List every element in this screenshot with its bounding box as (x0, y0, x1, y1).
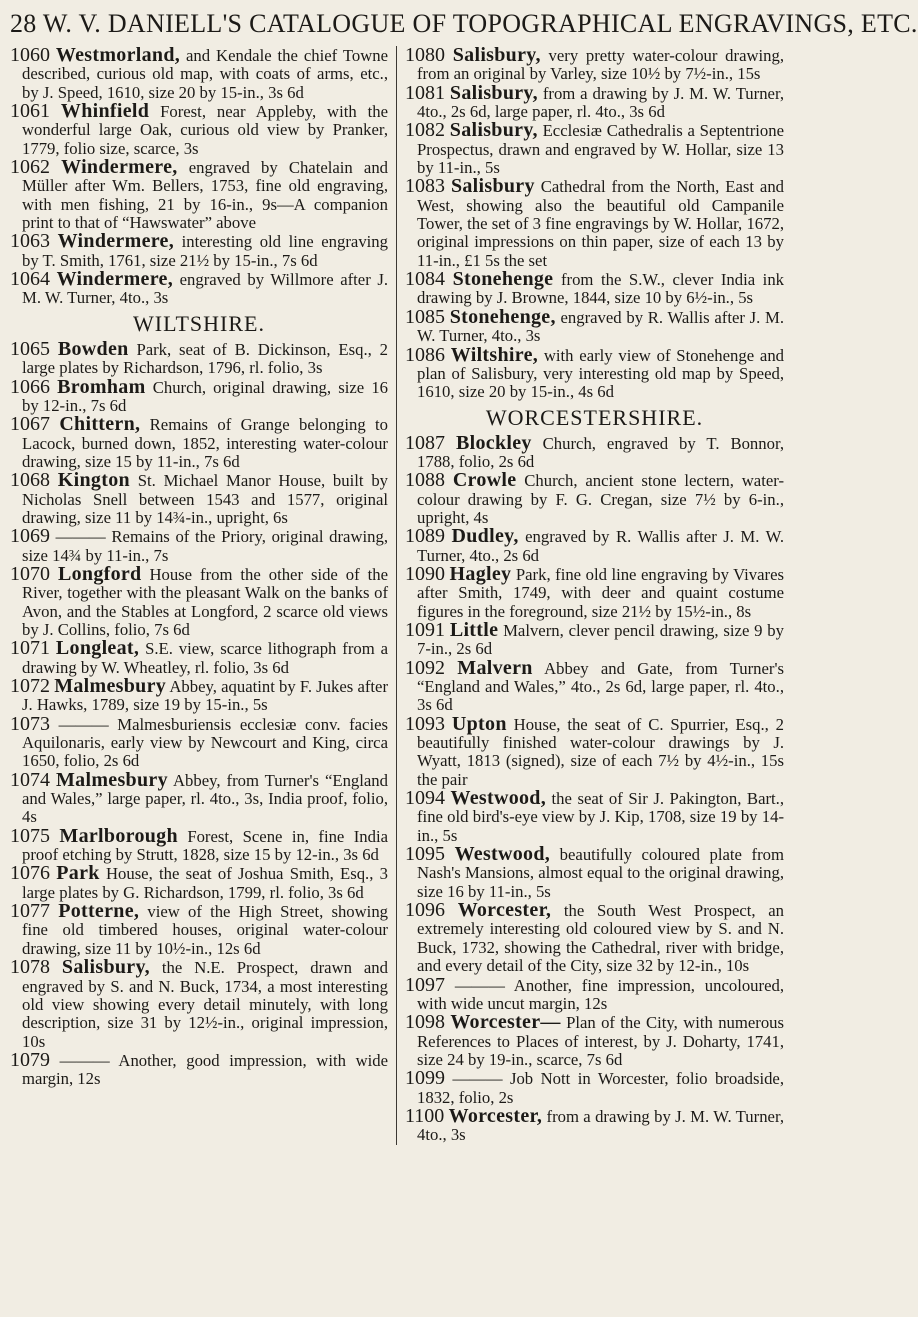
entry-description: beautifully coloured plate from Nash's Mansions, almost equal to the original drawing, size 16 by 11-in., 5s (417, 845, 784, 901)
catalogue-entry (405, 431, 785, 472)
entry-number: 1081 (405, 81, 445, 104)
entry-description: ——— Remains of the Priory, original drawing, size 14¾ by 11-in., 7s (22, 527, 388, 565)
entry-number: 1064 (10, 268, 50, 291)
catalogue-entry (405, 343, 785, 402)
entry-number: 1060 (10, 44, 50, 66)
entry-description: Park, fine old line engraving by Vivares after Smith, 1749, with deer and quaint costume figures in the foreground, size 21½ by 15½-in., 8s (417, 564, 785, 621)
entry-number: 1085 (405, 305, 445, 328)
entry-number: 1087 (405, 431, 445, 454)
entry-number: 1084 (405, 268, 445, 291)
entry-place-name: Salisbury, (452, 44, 541, 66)
entry-number: 1065 (10, 337, 50, 360)
entry-description: engraved by R. Wallis after J. M. W. Turner, 4to., 3s (417, 307, 784, 346)
catalogue-entry (10, 864, 388, 902)
entry-place-name: Little (449, 618, 499, 641)
catalogue-entry (10, 902, 388, 958)
catalogue-entry (10, 1048, 389, 1089)
entry-number: 1079 (10, 1048, 50, 1071)
entry-place-name: Chittern, (59, 413, 141, 436)
entry-place-name: Bromham (57, 375, 146, 398)
entry-number: 1069 (10, 525, 50, 548)
catalogue-entry (405, 46, 784, 84)
catalogue-entry (10, 46, 388, 102)
entry-number: 1091 (405, 618, 445, 641)
catalogue-entry (405, 1013, 784, 1069)
entry-number: 1077 (10, 900, 50, 923)
catalogue-entry (10, 158, 388, 232)
entry-place-name: Kington (57, 469, 130, 492)
entry-description: engraved by Chatelain and Müller after Wm. Bellers, 1753, fine old engraving, with men fishing, 21 by 16-in., 9s—A companion print to that of “Hawswater” above (22, 158, 389, 233)
entry-place-name: Marlborough (59, 824, 178, 847)
catalogue-entry (405, 901, 784, 975)
entry-place-name: Malmesbury (56, 768, 168, 791)
catalogue-entry (405, 177, 784, 270)
entry-place-name: Crowle (452, 469, 517, 492)
entry-description: from a drawing by J. M. W. Turner, 4to., 3s (417, 1106, 785, 1145)
entry-number: 1061 (10, 100, 50, 123)
entry-place-name: Westwood, (450, 787, 547, 810)
catalogue-entry (405, 305, 784, 346)
catalogue-entry (405, 845, 784, 901)
entry-place-name: Salisbury (450, 175, 535, 198)
catalogue-entry (405, 789, 784, 845)
entry-number: 1074 (10, 768, 50, 791)
entry-description: S.E. view, scarce lithograph from a drawing by W. Wheatley, rl. folio, 3s 6d (22, 639, 389, 677)
entry-description: ——— Malmesburiensis ecclesiæ conv. facies Aquilonaris, early view by Newcourt and King, circa 1650, folio, 2s 6d (22, 714, 388, 771)
entry-number: 1066 (10, 375, 50, 398)
county-heading: WORCESTERSHIRE. (485, 404, 704, 430)
entry-description: the N.E. Prospect, drawn and engraved by S. and N. Buck, 1734, a most interesting old view showing every detail minutely, with long description, size 31 by 12½-in., original impression, 10s (22, 958, 388, 1051)
entry-place-name: Potterne, (58, 900, 140, 923)
entry-place-name: Worcester— (450, 1011, 561, 1034)
entry-place-name: Westwood, (454, 843, 551, 866)
entry-place-name: Upton (451, 712, 507, 735)
entry-description: very pretty water-colour drawing, from an original by Varley, size 10½ by 7½-in., 15s (417, 46, 785, 84)
entry-place-name: Dudley, (451, 525, 519, 548)
entry-description: Cathedral from the North, East and West, showing also the beautiful old Campanile Tower, the set of 3 fine engravings by W. Hollar, 1672, original impressions on thin paper, size of each 13 by 11-in., £1 5s the set (417, 177, 785, 270)
entry-number: 1090 (405, 562, 445, 585)
entry-place-name: Longford (57, 562, 142, 585)
catalogue-entry (405, 1104, 785, 1145)
entry-place-name: Hagley (449, 562, 512, 585)
catalogue-entry (405, 270, 784, 308)
catalogue-entry (405, 712, 785, 789)
entry-place-name: Windermere, (57, 230, 175, 253)
entry-number: 1092 (405, 656, 445, 679)
entry-description: Plan of the City, with numerous References to Places of interest, by J. Doharty, 1741, size 24 by 19-in., scarce, 7s 6d (417, 1013, 785, 1069)
entry-description: Abbey and Gate, from Turner's “England and Wales,” 4to., 2s 6d, large paper, rl. 4to., 3s 6d (417, 658, 784, 715)
entry-number: 1072 (10, 675, 50, 697)
entry-place-name: Salisbury, (449, 81, 538, 104)
entry-description: Abbey, from Turner's “England and Wales,” large paper, rl. 4to., 3s, India proof, folio, 4s (22, 770, 388, 827)
catalogue-entry (405, 527, 784, 565)
right-column (397, 46, 784, 1145)
catalogue-entry (10, 232, 388, 270)
entry-description: Malvern, clever pencil drawing, size 9 by 7-in., 2s 6d (417, 620, 784, 659)
catalogue-entry (10, 768, 388, 827)
left-column (10, 46, 397, 1145)
entry-number: 1076 (10, 862, 50, 885)
catalogue-entry (10, 562, 389, 639)
entry-description: Forest, near Appleby, with the wonderful large Oak, curious old view by Pranker, 1779, folio size, scarce, 3s (22, 102, 389, 158)
entry-number: 1078 (10, 956, 50, 979)
catalogue-entry (405, 1069, 784, 1107)
entry-number: 1063 (10, 230, 50, 253)
entry-number: 1075 (10, 824, 50, 847)
catalogue-entry (10, 824, 389, 865)
entry-description: ——— Another, good impression, with wide margin, 12s (22, 1050, 389, 1089)
entry-description: Park, seat of B. Dickinson, Esq., 2 large plates by Richardson, 1796, rl. folio, 3s (22, 339, 388, 378)
entry-place-name: Stonehenge (452, 268, 554, 291)
catalogue-entry (405, 973, 785, 1014)
catalogue-entry (405, 562, 785, 621)
entry-description: ——— Job Nott in Worcester, folio broadside, 1832, folio, 2s (417, 1069, 784, 1107)
entry-number: 1089 (405, 525, 445, 548)
catalogue-entry (405, 656, 784, 715)
entry-description: engraved by R. Wallis after J. M. W. Turner, 4to., 2s 6d (417, 527, 785, 565)
catalogue-entry (10, 958, 388, 1051)
entry-place-name: Worcester, (448, 1104, 543, 1127)
entry-description: view of the High Street, showing fine old timbered houses, original water-colour drawing, size 11 by 10½-in., 12s 6d (22, 902, 389, 958)
entry-place-name: Stonehenge, (449, 305, 556, 328)
catalogue-entry (405, 121, 784, 177)
catalogue-entry (10, 677, 388, 715)
county-heading: WILTSHIRE. (132, 310, 265, 336)
entry-description: Church, ancient stone lectern, water-colour drawing by F. G. Cregan, size 7½ by 6-in., upright, 4s (417, 471, 785, 527)
entry-place-name: Windermere, (61, 156, 178, 179)
entry-number: 1098 (405, 1011, 445, 1034)
entry-description: interesting old line engraving by T. Smith, 1761, size 21½ by 15-in., 7s 6d (22, 232, 388, 270)
entry-description: from the S.W., clever India ink drawing by J. Browne, 1844, size 10 by 6½-in., 5s (417, 270, 785, 308)
catalogue-entry (10, 527, 388, 565)
entry-description: the seat of Sir J. Pakington, Bart., fine old bird's-eye view by J. Kip, 1708, size 19 by 14-in., 5s (417, 789, 785, 845)
catalogue-entry (10, 712, 388, 771)
entry-description: Remains of Grange belonging to Lacock, burned down, 1852, interesting water-colour drawing, size 15 by 11-in., 7s 6d (22, 415, 389, 471)
entry-place-name: Windermere, (56, 268, 174, 291)
entry-description: Abbey, aquatint by F. Jukes after J. Hawks, 1789, size 19 by 15-in., 5s (22, 677, 389, 715)
entry-description: ——— Another, fine impression, uncoloured, with wide uncut margin, 12s (417, 975, 785, 1013)
entry-description: engraved by Willmore after J. M. W. Turner, 4to., 3s (22, 270, 389, 308)
entry-place-name: Longleat, (55, 637, 140, 660)
entry-place-name: Westmorland, (55, 44, 181, 66)
entry-place-name: Salisbury, (61, 956, 150, 979)
catalogue-entry (10, 639, 388, 677)
catalogue-entry (405, 81, 785, 122)
entry-number: 1100 (405, 1104, 445, 1127)
running-head: 28 W. V. DANIELL'S CATALOGUE OF TOPOGRAPHICAL ENGRAVINGS, ETC. (10, 9, 918, 38)
entry-place-name: Blockley (455, 431, 532, 454)
entry-place-name: Whinfield (60, 100, 150, 123)
entry-number: 1082 (405, 119, 445, 142)
entry-description: Church, engraved by T. Bonnor, 1788, folio, 2s 6d (417, 433, 785, 471)
entry-description: Church, original drawing, size 16 by 12-in., 7s 6d (22, 377, 389, 415)
entry-number: 1073 (10, 712, 50, 735)
entry-description: House, the seat of Joshua Smith, Esq., 3 large plates by G. Richardson, 1799, rl. folio, 3s 6d (22, 864, 389, 902)
entry-number: 1093 (405, 712, 445, 735)
entry-place-name: Wiltshire, (450, 343, 539, 366)
entry-description: and Kendale the chief Towne described, curious old map, with coats of arms, etc., by J. Speed, 1610, size 20 by 15-in., 3s 6d (22, 46, 388, 102)
entry-number: 1071 (10, 637, 50, 660)
catalogue-entry (10, 415, 388, 471)
entry-number: 1096 (405, 899, 445, 922)
entry-number: 1086 (405, 343, 445, 366)
entry-number: 1068 (10, 469, 50, 492)
catalogue-entry (10, 102, 388, 158)
catalogue-entry (10, 375, 389, 416)
entry-place-name: Bowden (57, 337, 129, 360)
entry-place-name: Malvern (457, 656, 533, 679)
catalogue-entry (10, 471, 388, 527)
entry-description: Forest, Scene in, fine India proof etching by Strutt, 1828, size 15 by 12-in., 3s 6d (22, 826, 389, 865)
entry-number: 1097 (405, 973, 445, 996)
entry-description: House from the other side of the River, together with the pleasant Walk on the banks of Avon, and the Stables at Longford, 2 scarce old views by J. Collins, folio, 7s 6d (22, 564, 389, 639)
entry-number: 1067 (10, 413, 50, 436)
entry-description: with early view of Stonehenge and plan of Salisbury, very interesting old map by Speed, 1610, size 20 by 15-in., 4s 6d (417, 345, 785, 402)
entry-place-name: Malmesbury (54, 675, 167, 697)
entry-number: 1062 (10, 156, 50, 179)
catalogue-entry (10, 337, 388, 378)
columns (10, 46, 788, 1145)
entry-place-name: Worcester, (457, 899, 552, 922)
catalogue-entry (10, 270, 388, 308)
entry-description: Ecclesiæ Cathedralis a Septentrione Prospectus, drawn and engraved by W. Hollar, size 13 by 11-in., 5s (417, 121, 785, 178)
entry-description: the South West Prospect, an extremely interesting old coloured view by S. and N. Buck, 1732, showing the Cathedral, river with bridge, and every detail of the City, size 32 by 12-in., 10s (417, 901, 785, 976)
entry-number: 1083 (405, 175, 445, 198)
entry-number: 1094 (405, 787, 445, 810)
entry-place-name: Salisbury, (449, 119, 538, 142)
entry-description: St. Michael Manor House, built by Nicholas Snell between 1543 and 1577, original drawing, size 11 by 14¾-in., upright, 6s (22, 471, 389, 527)
catalogue-entry (405, 618, 784, 659)
entry-description: House, the seat of C. Spurrier, Esq., 2 beautifully finished water-colour drawings by J. Wyatt, 1813 (signed), size of each 7½ by 4½-in., 15s the pair (417, 714, 785, 789)
entry-description: from a drawing by J. M. W. Turner, 4to., 2s 6d, large paper, rl. 4to., 3s 6d (417, 83, 785, 122)
entry-number: 1088 (405, 469, 445, 492)
catalogue-entry (405, 471, 784, 527)
entry-number: 1080 (405, 44, 445, 66)
entry-number: 1095 (405, 843, 445, 866)
entry-number: 1070 (10, 562, 50, 585)
entry-place-name: Park (56, 862, 100, 885)
entry-number: 1099 (405, 1067, 445, 1090)
